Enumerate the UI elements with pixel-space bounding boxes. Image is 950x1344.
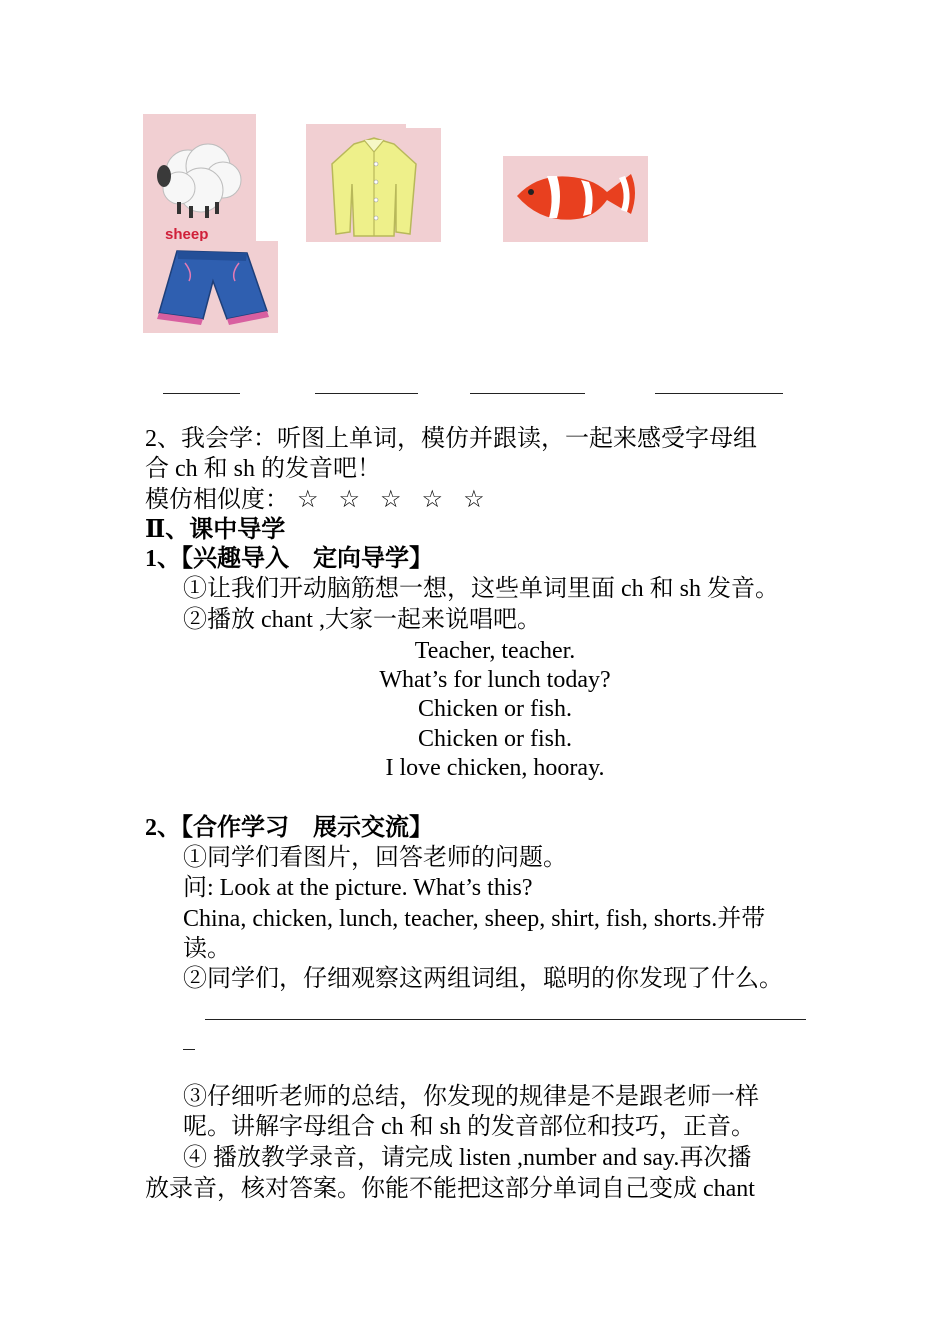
star-5[interactable]: ☆ [463, 487, 485, 513]
part2-item-4-line-1: ④ 播放教学录音，请完成 listen ,number and say.再次播 [183, 1145, 752, 1171]
part2-heading: 2、【合作学习 展示交流】 [145, 815, 433, 841]
learn-line-1: 2、我会学：听图上单词，模仿并跟读，一起来感受字母组 [145, 426, 757, 452]
chant-line-2: What’s for lunch today? [379, 667, 611, 693]
section-title: Ⅱ、课中导学 [145, 517, 286, 543]
discovery-answer-blank-tail[interactable] [183, 1049, 195, 1050]
sheep-icon [143, 114, 256, 241]
sheep-picture [143, 114, 256, 241]
shirt-picture [306, 124, 441, 242]
part2-answer-line-2: 读。 [183, 936, 231, 962]
answer-blank-2[interactable] [315, 393, 418, 394]
learn-line-2: 合 ch 和 sh 的发音吧！ [145, 456, 381, 482]
fish-icon [503, 156, 648, 242]
chant-line-5: I love chicken, hooray. [385, 755, 605, 781]
similarity-row [145, 485, 485, 515]
sheep-caption: sheep [165, 226, 209, 241]
star-1[interactable]: ☆ [297, 487, 319, 513]
part1-item-1: ①让我们开动脑筋想一想，这些单词里面 ch 和 sh 发音。 [183, 576, 779, 602]
star-4[interactable]: ☆ [421, 487, 444, 513]
part2-question: 问: Look at the picture. What’s this? [183, 875, 533, 901]
shorts-picture [143, 241, 278, 333]
part2-item-2: ②同学们，仔细观察这两组词组，聪明的你发现了什么。 [183, 966, 783, 992]
part2-item-3-line-2: 呢。讲解字母组合 ch 和 sh 的发音部位和技巧，正音。 [183, 1114, 755, 1140]
chant-line-4: Chicken or fish. [418, 726, 572, 752]
chant-line-1: Teacher, teacher. [414, 638, 576, 664]
part1-item-2: ②播放 chant ,大家一起来说唱吧。 [183, 607, 541, 633]
part2-item-3-line-1: ③仔细听老师的总结，你发现的规律是不是跟老师一样 [183, 1084, 759, 1110]
answer-blank-1[interactable] [163, 393, 240, 394]
star-3[interactable]: ☆ [380, 487, 402, 513]
discovery-answer-blank[interactable] [205, 1019, 806, 1020]
part2-answer-line-1: China, chicken, lunch, teacher, sheep, shirt, fish, shorts.并带 [183, 906, 766, 932]
part2-item-4-line-2: 放录音，核对答案。你能不能把这部分单词自己变成 chant [145, 1176, 755, 1202]
answer-blank-3[interactable] [470, 393, 585, 394]
part1-heading: 1、【兴趣导入 定向导学】 [145, 546, 433, 572]
similarity-label: 模仿相似度： [145, 487, 289, 513]
star-2[interactable]: ☆ [338, 487, 361, 513]
fish-picture [503, 156, 648, 242]
answer-blank-4[interactable] [655, 393, 783, 394]
part2-item-1: ①同学们看图片，回答老师的问题。 [183, 845, 567, 871]
shorts-icon [143, 241, 278, 333]
shirt-icon [306, 124, 441, 242]
chant-line-3: Chicken or fish. [418, 696, 572, 722]
